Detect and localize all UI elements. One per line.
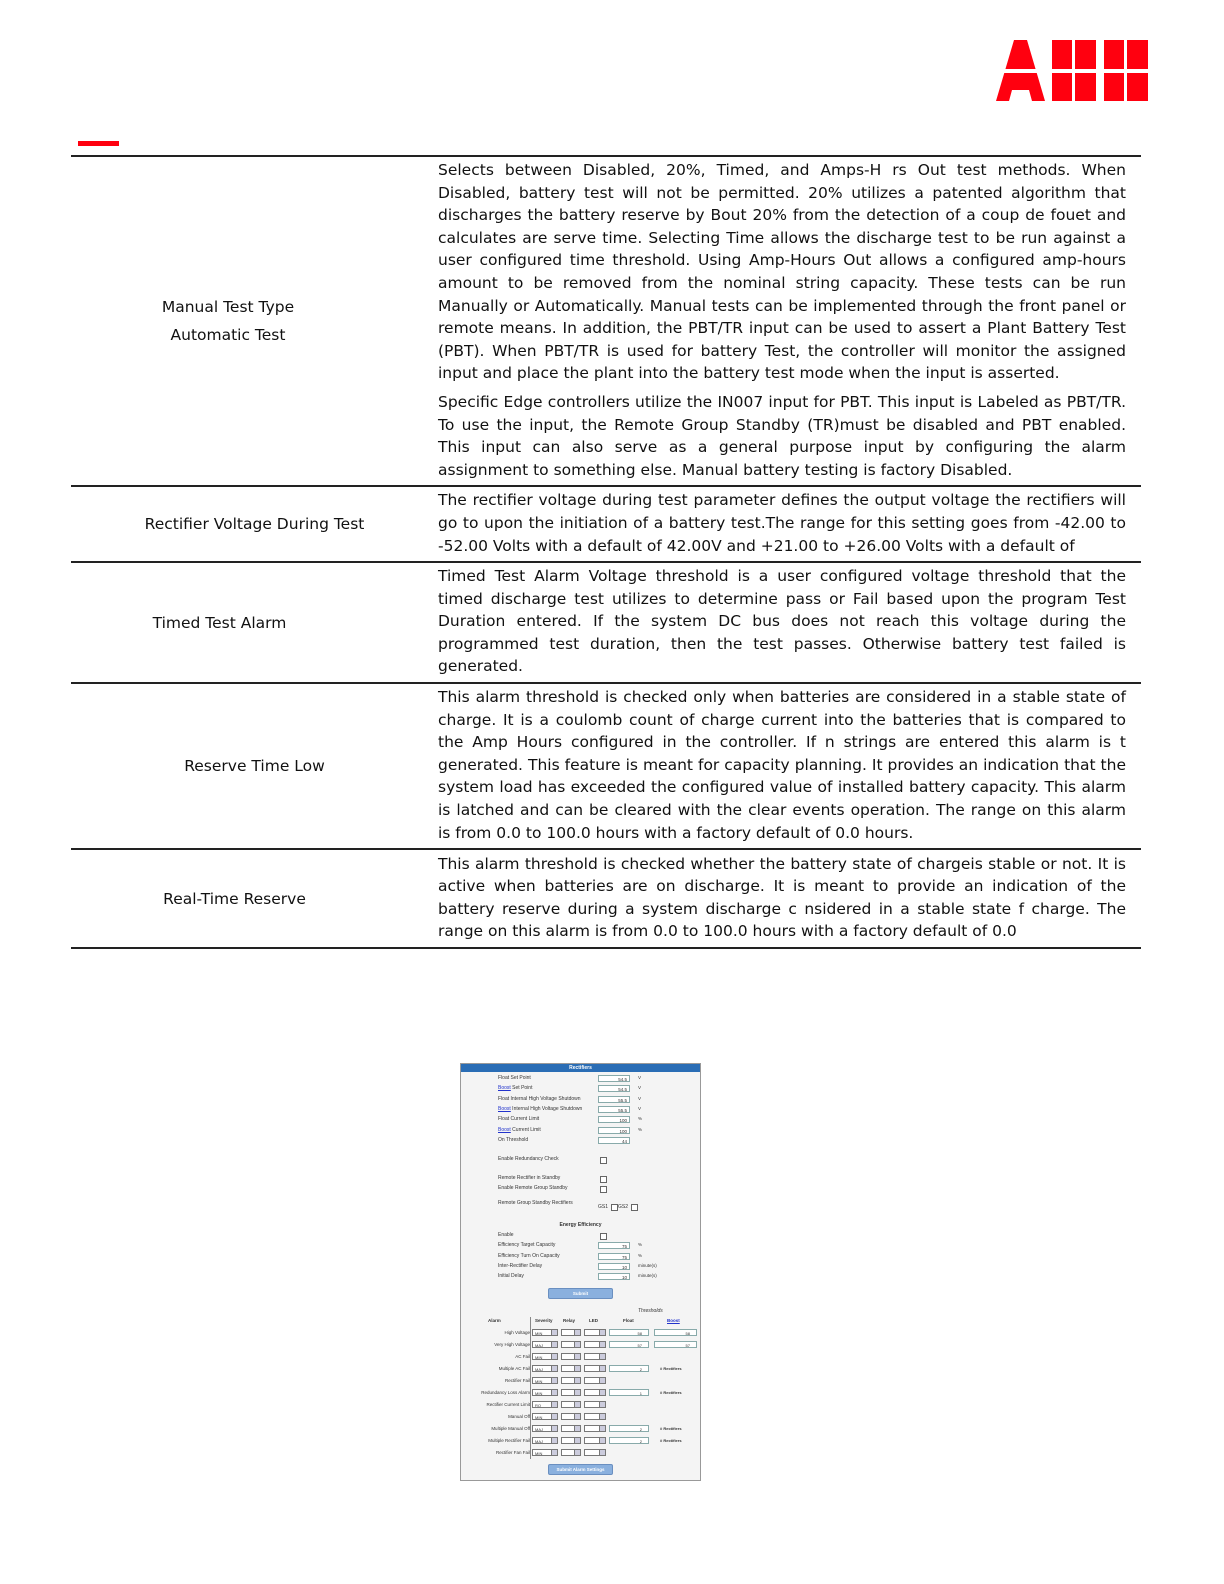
remote-standby-label: Remote Rectifier in Standby <box>498 1175 561 1181</box>
alarm-row <box>461 1387 700 1398</box>
energy-setting-label: Inter-Rectifier Delay <box>498 1262 543 1269</box>
setting-label-text: Internal High Voltage Shutdown <box>510 1105 583 1112</box>
param-name-line: Reserve Time Low <box>184 757 325 776</box>
float-threshold-input[interactable]: 2 <box>609 1425 649 1432</box>
param-description <box>438 562 1141 683</box>
alarm-name: High Voltage <box>504 1330 530 1335</box>
float-threshold-input[interactable]: 2 <box>609 1437 649 1444</box>
led-select[interactable] <box>584 1389 606 1396</box>
table-row <box>71 849 1141 948</box>
severity-select[interactable]: MIN <box>532 1377 558 1384</box>
relay-select[interactable] <box>561 1401 581 1408</box>
setting-unit: V <box>638 1085 642 1091</box>
setting-value-input[interactable]: 54.5 <box>598 1075 630 1082</box>
float-threshold-input[interactable]: 57 <box>609 1341 649 1348</box>
float-threshold-input[interactable]: 2 <box>609 1365 649 1372</box>
enable-redundancy-checkbox[interactable] <box>600 1157 607 1164</box>
gs2-label: GS2 <box>618 1204 629 1210</box>
enable-redundancy-label: Enable Redundancy Check <box>498 1156 559 1162</box>
param-description <box>438 156 1141 486</box>
alarm-header: Alarm <box>488 1318 501 1323</box>
alarm-name: Rectifier Fan Fail <box>495 1450 530 1455</box>
description-paragraph: The rectifier voltage during test parameter defines the output voltage the rectifiers will go to upon the initiation of a battery test.The range for this setting goes from -42.00 to -52.00 Volts with a default of 42.00V and +21.00 to +26.00 Volts with a default of <box>438 491 1126 555</box>
setting-value-input[interactable]: 100 <box>598 1116 630 1123</box>
param-name <box>71 849 438 948</box>
boost-link[interactable]: Boost <box>498 1126 511 1133</box>
alarm-name: Multiple Rectifier Fail <box>488 1438 530 1443</box>
gs2-checkbox[interactable] <box>631 1204 638 1211</box>
table-row <box>71 156 1141 486</box>
led-select[interactable] <box>584 1377 606 1384</box>
submit-button[interactable]: Submit <box>548 1288 613 1299</box>
param-name-line: Manual Test Type <box>161 298 295 317</box>
setting-value-input[interactable]: 44 <box>598 1137 630 1144</box>
boost-link[interactable]: Boost <box>498 1085 511 1092</box>
energy-unit: % <box>638 1252 643 1258</box>
led-header: LED <box>589 1318 598 1323</box>
energy-enable-checkbox[interactable] <box>600 1233 607 1240</box>
alarm-row <box>461 1363 700 1374</box>
severity-select[interactable]: MAJ <box>532 1341 558 1348</box>
setting-value-input[interactable]: 100 <box>598 1127 630 1134</box>
severity-select[interactable]: MAJ <box>532 1365 558 1372</box>
setting-label-text: Current Limit <box>509 1116 540 1123</box>
enable-remote-group-label: Enable Remote Group Standby <box>498 1185 568 1191</box>
parameter-table <box>71 155 1141 949</box>
energy-unit: minute(s) <box>638 1262 657 1268</box>
param-description <box>438 683 1141 849</box>
alarm-name: Manual Off <box>508 1414 530 1419</box>
led-select[interactable] <box>584 1425 606 1432</box>
description-paragraph: Timed Test Alarm Voltage threshold is a user configured voltage threshold that the timed discharge test utilizes to determine pass or Fail based upon the program Test Duration entered. If the system DC bus does not reach this voltage during the programmed test duration, then the test passes. Otherwise battery test failed is generated. <box>438 567 1126 676</box>
description-paragraph: This alarm threshold is checked only when batteries are considered in a stable state of charge. It is a coulomb count of charge current into the batteries that is compared to the Amp Hours configured in the controller. If n strings are entered this alarm is t generated. This feature is meant for capacity planning. It provides an indication that the system load has exceeded the configured value of installed battery capacity. This alarm is latched and can be cleared with the clear events operation. The range on this alarm is from 0.0 to 100.0 hours with a factory default of 0.0 hours. <box>438 688 1126 842</box>
param-name-line: Rectifier Voltage During Test <box>144 515 365 534</box>
alarm-row <box>461 1399 700 1410</box>
setting-label <box>498 1095 581 1104</box>
energy-setting-label: Efficiency Target Capacity <box>498 1242 556 1249</box>
table-row <box>71 562 1141 683</box>
setting-unit: V <box>638 1095 642 1101</box>
param-name-line: Timed Test Alarm <box>152 613 287 632</box>
setting-unit: % <box>638 1126 643 1132</box>
energy-setting-label: Efficiency Turn On Capacity <box>498 1252 560 1259</box>
setting-value-input[interactable]: 54.5 <box>598 1085 630 1092</box>
float-threshold-input[interactable]: 58 <box>609 1329 649 1336</box>
threshold-unit: # Rectifiers <box>660 1366 682 1371</box>
description-paragraph: Specific Edge controllers utilize the IN007 input for PBT. This input is Labeled as PBT/TR. To use the input, the Remote Group Standby (TR)must be disabled and PBT enabled. This input can also serve as a general purpose input by configuring the alarm assignment to something else. Manual battery testing is factory Disabled. <box>438 392 1126 479</box>
setting-label-text: Float <box>498 1075 510 1081</box>
relay-select[interactable] <box>561 1329 581 1336</box>
rectifiers-header: Rectifiers <box>461 1064 700 1072</box>
setting-label-text: Float <box>498 1095 510 1102</box>
abb-logo-mark <box>996 40 1154 102</box>
param-name <box>71 683 438 849</box>
severity-select[interactable]: MIN <box>532 1413 558 1420</box>
setting-label <box>498 1136 528 1145</box>
setting-unit: % <box>638 1116 643 1122</box>
param-name <box>71 156 438 486</box>
submit-alarm-settings-button[interactable]: Submit Alarm Settings <box>548 1464 613 1475</box>
severity-select[interactable]: MAJ <box>532 1425 558 1432</box>
relay-select[interactable] <box>561 1413 581 1420</box>
energy-setting-label: Initial Delay <box>498 1273 524 1280</box>
description-paragraph: This alarm threshold is checked whether the battery state of chargeis stable or not. It is active when batteries are on discharge. It is meant to provide an indication of the battery reserve during a system discharge c nsidered in a stable state f charge. The range on this alarm is from 0.0 to 100.0 hours with a factory default of 0.0 <box>438 854 1126 941</box>
relay-select[interactable] <box>561 1437 581 1444</box>
alarm-name: Rectifier Current Limit <box>486 1402 530 1407</box>
table-row <box>71 683 1141 849</box>
description-paragraph: Selects between Disabled, 20%, Timed, and Amps-H rs Out test methods. When Disabled, battery test will not be permitted. 20% utilizes a patented algorithm that discharges the battery reserve by Bout 20% from the detection of a coup de fouet and calculates are serve time. Selecting Time allows the discharge test to be run against a user configured time threshold. Using Amp-Hours Out allows a configured amp-hours amount to be removed from the nominal string capacity. These tests can be run Manually or Automatically. Manual tests can be implemented through the front panel or remote means. In addition, the PBT/TR input can be used to assert a Plant Battery Test (PBT). When PBT/TR is used for battery Test, the controller will monitor the assigned input and place the plant into the battery test mode when the input is asserted. <box>438 161 1126 383</box>
setting-label <box>498 1074 531 1083</box>
alarm-name: AC Fail <box>515 1354 530 1359</box>
alarm-name: Rectifier Fail <box>504 1378 530 1383</box>
setting-label-text: Set Point <box>509 1075 531 1081</box>
alarm-name: Redundancy Loss Alarm <box>481 1390 530 1395</box>
energy-setting-label: Enable <box>498 1232 514 1238</box>
alarm-row <box>461 1327 700 1338</box>
setting-label <box>498 1084 532 1093</box>
boost-header[interactable]: Boost <box>667 1318 680 1323</box>
severity-header: Severity <box>535 1318 553 1323</box>
enable-remote-group-checkbox[interactable] <box>600 1186 607 1193</box>
led-select[interactable] <box>584 1401 606 1408</box>
thresholds-label: Thresholds <box>638 1308 663 1314</box>
severity-select[interactable]: MAJ <box>532 1437 558 1444</box>
table-row <box>71 486 1141 562</box>
led-select[interactable] <box>584 1329 606 1336</box>
gs1-checkbox[interactable] <box>611 1204 618 1211</box>
alarm-name: Very High Voltage <box>494 1342 530 1347</box>
severity-select[interactable]: MIN <box>532 1353 558 1360</box>
energy-value-input[interactable]: 10 <box>598 1273 630 1280</box>
param-description <box>438 486 1141 562</box>
alarm-name: Multiple Manual Off <box>491 1426 530 1431</box>
threshold-unit: # Rectifiers <box>660 1426 682 1431</box>
relay-select[interactable] <box>561 1353 581 1360</box>
led-select[interactable] <box>584 1365 606 1372</box>
energy-value-input[interactable]: 75 <box>598 1253 630 1260</box>
energy-value-input[interactable]: 75 <box>598 1242 630 1249</box>
remote-standby-checkbox[interactable] <box>600 1176 607 1183</box>
gs1-label: GS1 <box>598 1204 609 1210</box>
setting-label <box>498 1126 541 1135</box>
setting-label-text: On Threshold <box>498 1136 529 1143</box>
led-select[interactable] <box>584 1413 606 1420</box>
severity-select[interactable]: MIN <box>532 1449 558 1456</box>
float-threshold-input[interactable]: 1 <box>609 1389 649 1396</box>
severity-select[interactable]: MIN <box>532 1389 558 1396</box>
threshold-unit: # Rectifiers <box>660 1438 682 1443</box>
alarm-row <box>461 1411 700 1422</box>
relay-header: Relay <box>563 1318 576 1323</box>
led-select[interactable] <box>584 1341 606 1348</box>
setting-label-text: Internal High Voltage Shutdown <box>509 1095 581 1102</box>
energy-efficiency-title: Energy Efficiency <box>559 1222 602 1228</box>
alarm-row <box>461 1447 700 1458</box>
relay-select[interactable] <box>561 1449 581 1456</box>
setting-value-input[interactable]: 55.5 <box>598 1096 630 1103</box>
led-select[interactable] <box>584 1437 606 1444</box>
setting-value-input[interactable]: 55.5 <box>598 1106 630 1113</box>
led-select[interactable] <box>584 1449 606 1456</box>
abb-logo <box>996 40 1154 106</box>
alarm-row <box>461 1435 700 1446</box>
energy-unit: % <box>638 1242 643 1248</box>
relay-select[interactable] <box>561 1341 581 1348</box>
boost-link[interactable]: Boost <box>498 1105 511 1112</box>
boost-threshold-input[interactable]: 57 <box>654 1341 697 1348</box>
setting-label-text: Current Limit <box>510 1126 541 1133</box>
setting-label <box>498 1115 539 1124</box>
relay-select[interactable] <box>561 1389 581 1396</box>
setting-label-text: Set Point <box>510 1085 533 1092</box>
energy-value-input[interactable]: 10 <box>598 1263 630 1270</box>
setting-unit: V <box>638 1105 642 1111</box>
float-header: Float <box>623 1318 634 1323</box>
led-select[interactable] <box>584 1353 606 1360</box>
rectifier-settings-screenshot <box>460 1063 701 1481</box>
relay-select[interactable] <box>561 1425 581 1432</box>
alarm-row <box>461 1423 700 1434</box>
setting-label <box>498 1105 582 1114</box>
energy-unit: minute(s) <box>638 1273 657 1279</box>
threshold-unit: # Rectifiers <box>660 1390 682 1395</box>
severity-select[interactable]: MIN <box>532 1329 558 1336</box>
alarm-name: Multiple AC Fail <box>498 1366 530 1371</box>
relay-select[interactable] <box>561 1377 581 1384</box>
param-description <box>438 849 1141 948</box>
param-name <box>71 562 438 683</box>
alarm-row <box>461 1351 700 1362</box>
boost-threshold-input[interactable]: 58 <box>654 1329 697 1336</box>
param-name <box>71 486 438 562</box>
alarm-row <box>461 1339 700 1350</box>
remote-group-rectifiers-label: Remote Group Standby Rectifiers <box>498 1200 573 1206</box>
severity-select[interactable]: RO <box>532 1401 558 1408</box>
alarm-row <box>461 1375 700 1386</box>
setting-unit: V <box>638 1075 642 1080</box>
setting-label-text: Float <box>498 1116 510 1123</box>
red-accent-bar <box>78 141 119 146</box>
param-name-line: Automatic Test <box>170 326 286 345</box>
param-name-line: Real-Time Reserve <box>163 889 306 908</box>
relay-select[interactable] <box>561 1365 581 1372</box>
